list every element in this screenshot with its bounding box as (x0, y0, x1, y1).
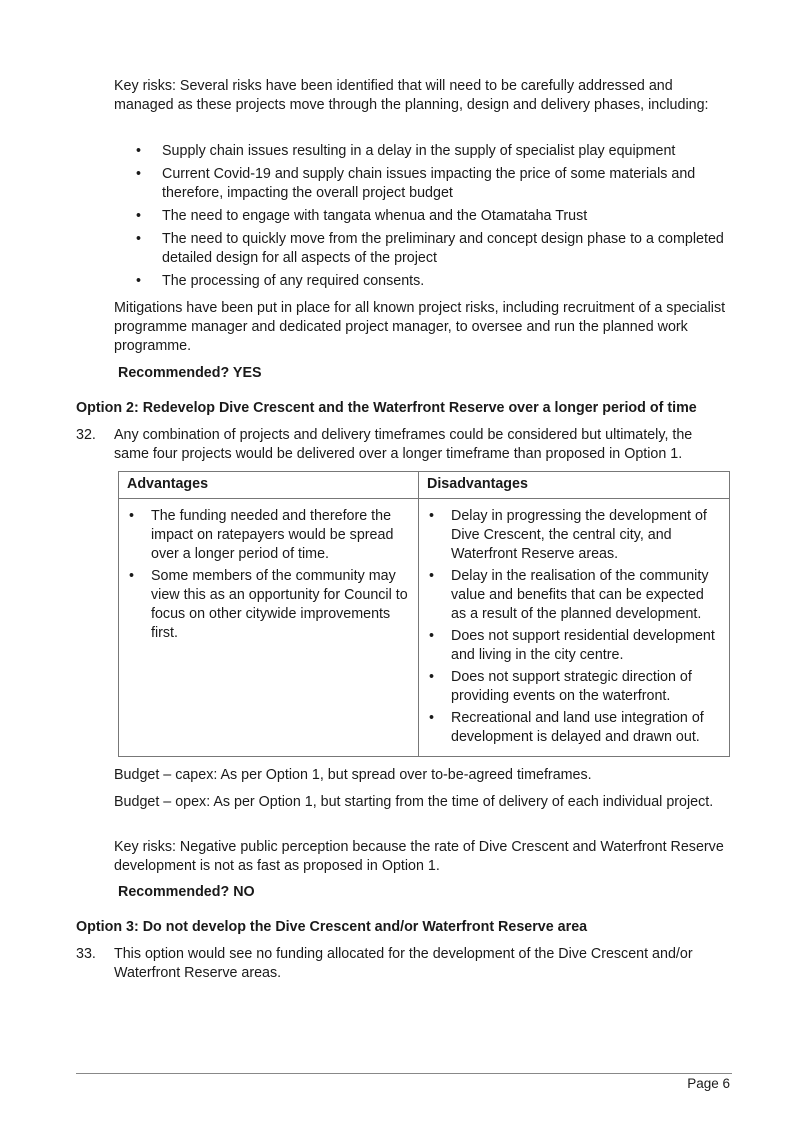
disadvantages-cell (419, 499, 730, 757)
list-item: • Delay in the realisation of the community value and benefits that can be expected as a result of the planned development. (429, 568, 709, 622)
risk-bullet-list (114, 142, 729, 295)
paragraph-number: 33. (76, 946, 96, 962)
paragraph-number: 32. (76, 427, 96, 443)
list-item: • Does not support residential development and living in the city centre. (429, 628, 715, 663)
footer-divider (76, 1073, 732, 1074)
advantages-disadvantages-table (118, 471, 730, 757)
list-item: • The processing of any required consents. (136, 273, 425, 289)
paragraph-text: Any combination of projects and delivery timeframes could be considered but ultimately, the same four projects would be delivered over a longer timeframe than proposed in Option 1. (114, 427, 693, 462)
budget-opex: Budget – opex: As per Option 1, but starting from the time of delivery of each individual project. (114, 794, 714, 810)
option2-key-risks: Key risks: Negative public perception because the rate of Dive Crescent and Waterfront Reserve development is not as fast as proposed in Option 1. (114, 839, 724, 874)
recommended-yes: Recommended? YES (118, 365, 262, 381)
bullet-icon: • (136, 166, 142, 182)
disadvantages-header: Disadvantages (419, 472, 730, 499)
bullet-icon: • (429, 669, 435, 685)
list-item: • The need to quickly move from the preliminary and concept design phase to a completed detailed design for all aspects of the project (136, 231, 724, 266)
list-item: • Supply chain issues resulting in a delay in the supply of specialist play equipment (136, 143, 676, 159)
bullet-icon: • (429, 568, 435, 584)
key-risks-intro: Key risks: Several risks have been identified that will need to be carefully addressed and managed as these projects move through the planning, design and delivery phases, including: (114, 78, 709, 113)
list-item: • Does not support strategic direction of providing events on the waterfront. (429, 669, 692, 704)
advantages-cell (119, 499, 419, 757)
list-item: • Recreational and land use integration of development is delayed and drawn out. (429, 710, 704, 745)
option3-heading: Option 3: Do not develop the Dive Crescent and/or Waterfront Reserve area (76, 919, 588, 935)
advantages-header: Advantages (119, 472, 419, 499)
list-item: • The need to engage with tangata whenua and the Otamataha Trust (136, 208, 588, 224)
bullet-icon: • (129, 568, 135, 584)
bullet-icon: • (136, 143, 142, 159)
paragraph-text: This option would see no funding allocated for the development of the Dive Crescent and/or Waterfront Reserve areas. (114, 946, 693, 981)
list-item: • Delay in progressing the development of Dive Crescent, the central city, and Waterfront Reserve areas. (429, 508, 707, 562)
mitigations-paragraph: Mitigations have been put in place for all known project risks, including recruitment of a specialist programme manager and dedicated project manager, to oversee and run the planned work programme. (114, 300, 726, 354)
budget-capex: Budget – capex: As per Option 1, but spread over to-be-agreed timeframes. (114, 767, 592, 783)
list-item: • The funding needed and therefore the impact on ratepayers would be spread over a longer period of time. (129, 508, 394, 562)
bullet-icon: • (136, 208, 142, 224)
bullet-icon: • (136, 231, 142, 247)
bullet-icon: • (429, 628, 435, 644)
bullet-icon: • (136, 273, 142, 289)
bullet-icon: • (129, 508, 135, 524)
option2-heading: Option 2: Redevelop Dive Crescent and the Waterfront Reserve over a longer period of time (76, 400, 697, 416)
list-item: • Current Covid-19 and supply chain issues impacting the price of some materials and therefore, impacting the overall project budget (136, 166, 696, 201)
recommended-no: Recommended? NO (118, 884, 255, 900)
page-number: Page 6 (687, 1076, 730, 1091)
bullet-icon: • (429, 710, 435, 726)
list-item: • Some members of the community may view this as an opportunity for Council to focus on other citywide improvements first. (129, 568, 408, 641)
bullet-icon: • (429, 508, 435, 524)
